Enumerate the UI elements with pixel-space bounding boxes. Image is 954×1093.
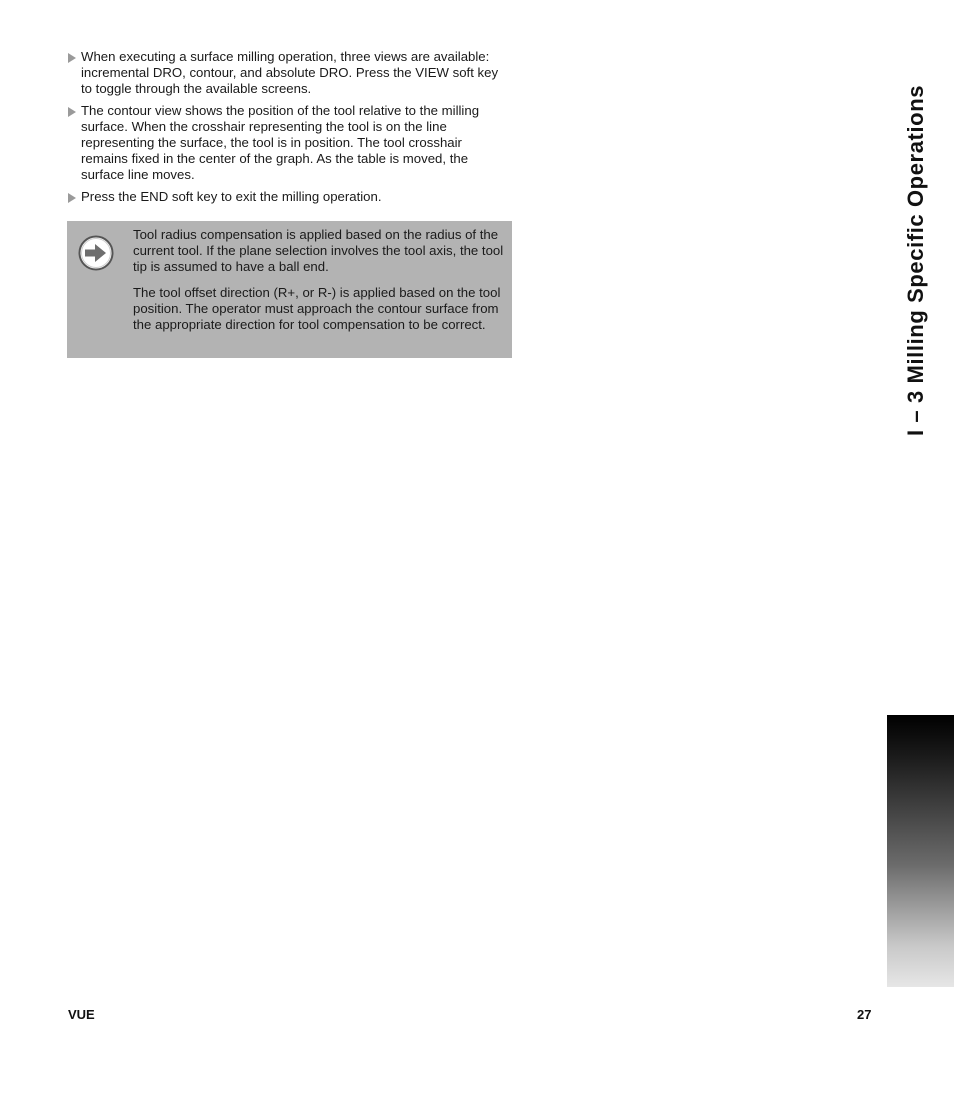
instruction-list	[67, 49, 512, 210]
note-text	[133, 227, 505, 342]
note-box	[67, 221, 512, 358]
list-item-text: Press the END soft key to exit the milling operation.	[81, 188, 382, 204]
note-paragraph: Tool radius compensation is applied based on the radius of the current tool. If the plane selection involves the tool axis, the tool tip is assumed to have a ball end.	[133, 227, 504, 275]
chapter-side-title: I – 3 Milling Specific Operations	[903, 84, 928, 436]
list-item	[67, 189, 512, 205]
chapter-thumb-tab	[887, 715, 954, 987]
list-item-text: When executing a surface milling operation, three views are available: incremental DRO, contour, and absolute DRO. Press the VIEW soft key to toggle through the available screens.	[81, 49, 499, 97]
note-paragraph: The tool offset direction (R+, or R-) is applied based on the tool position. The operator must approach the contour surface from the appropriate direction for tool compensation to be correct.	[133, 284, 501, 333]
bullet-triangle-icon	[68, 53, 76, 63]
arrow-right-icon	[78, 235, 114, 271]
list-item	[67, 103, 512, 184]
list-item-text: The contour view shows the position of the tool relative to the milling surface. When the crosshair representing the tool is on the line representing the surface, the tool is in position. The tool crosshair remains fixed in the center of the graph. As the table is moved, the surface line moves.	[81, 102, 480, 183]
list-item	[67, 49, 512, 98]
bullet-triangle-icon	[68, 107, 76, 117]
bullet-triangle-icon	[68, 193, 76, 203]
footer-product-name: VUE	[68, 1007, 95, 1022]
page-number: 27	[857, 1007, 872, 1022]
